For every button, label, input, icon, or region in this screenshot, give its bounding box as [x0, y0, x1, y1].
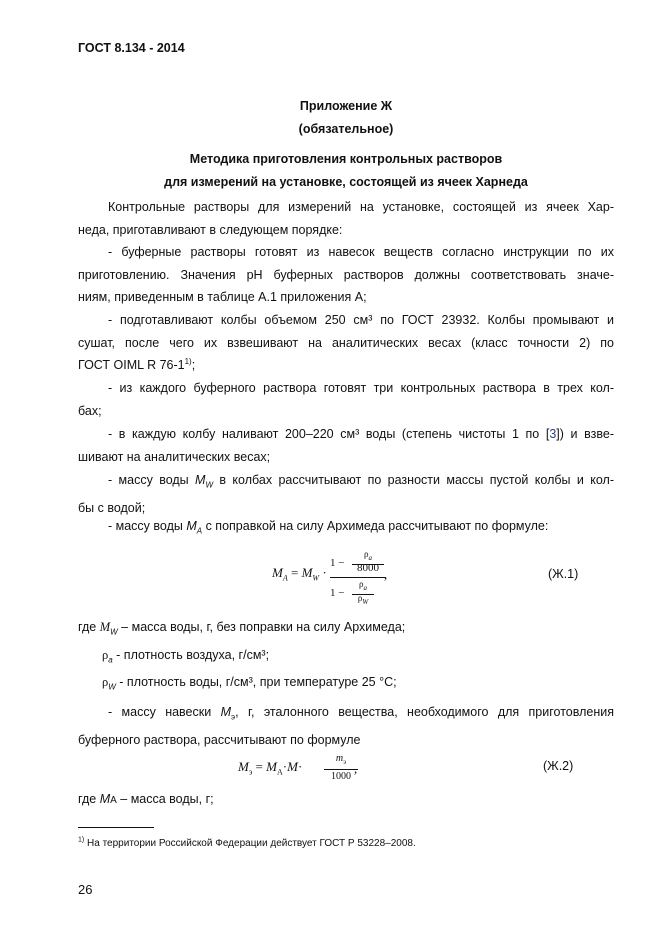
- rho-symbol: ρ: [357, 593, 363, 603]
- symbol-subscript: A: [196, 526, 203, 536]
- equation-comma: ,: [384, 567, 388, 582]
- paragraph-buffer: [78, 241, 614, 309]
- text-segment: с поправкой на силу Архимеда рассчитывают по формуле:: [202, 519, 549, 533]
- text-segment: - массу воды: [108, 519, 187, 533]
- equation-lhs: [272, 565, 327, 583]
- text-line: ниям, приведенным в таблице А.1 приложения А;: [78, 290, 367, 304]
- symbol-subscript: э: [248, 767, 253, 777]
- text-line: [78, 515, 614, 543]
- symbol-subscript: A: [110, 795, 117, 806]
- symbol-subscript: э: [343, 758, 347, 766]
- symbol-subscript: W: [108, 682, 116, 692]
- inner-denominator: [352, 593, 374, 606]
- definition-text: – масса воды, г, без поправки на силу Архимеда;: [117, 620, 406, 634]
- equation-fraction: [324, 752, 358, 784]
- footnote-text: На территории Российской Федерации действует ГОСТ Р 53228–2008.: [84, 838, 416, 849]
- where-rho-air: [102, 648, 269, 665]
- text-segment: ;: [191, 358, 196, 372]
- footnote-marker: 1): [78, 836, 85, 844]
- paragraph-intro: [78, 196, 614, 241]
- rho-symbol: ρ: [102, 675, 109, 689]
- text-line: неда, приготавливают в следующем порядке:: [78, 222, 343, 237]
- appendix-heading-line2: для измерений на установке, состоящей из ячеек Харнеда: [164, 175, 528, 189]
- equation-fraction: [330, 549, 386, 608]
- symbol-subscript: A: [276, 767, 283, 777]
- text-line: бах;: [78, 403, 102, 418]
- text-line: - подготавливают колбы объемом 250 см³ по ГОСТ 23932. Колбы промывают и: [108, 313, 614, 327]
- where-rho-water: [102, 675, 397, 692]
- symbol-m: M: [301, 565, 313, 580]
- text-line: [78, 423, 614, 446]
- symbol-subscript: э: [231, 712, 236, 722]
- equation-comma: ,: [354, 761, 358, 776]
- bibliography-ref[interactable]: 3: [549, 427, 557, 441]
- one-minus: 1 −: [330, 587, 345, 599]
- fraction-denominator: [330, 578, 386, 608]
- text-segment: в колбах рассчитывают по разности массы пустой колбы и кол-: [213, 473, 614, 487]
- paragraph-archimedes: [78, 515, 614, 543]
- text-line: [78, 354, 614, 377]
- paragraph-flasks: [78, 309, 614, 377]
- text-segment: - массу воды: [108, 473, 196, 487]
- equation-number: (Ж.1): [548, 567, 579, 581]
- text-line: шивают на аналитических весах;: [78, 449, 271, 464]
- equation-zh2: [78, 750, 614, 786]
- paragraph-control-solutions: [78, 377, 614, 422]
- symbol-m: M: [287, 759, 298, 774]
- equation-zh1: [78, 545, 614, 611]
- definition-text: – масса воды, г;: [116, 792, 214, 806]
- text-line: [78, 701, 614, 729]
- text-line: - из каждого буферного раствора готовят три контрольных раствора в трех кол-: [108, 381, 614, 395]
- text-segment: ]) и взве-: [556, 427, 614, 441]
- rho-symbol: ρ: [364, 549, 369, 559]
- equals-sign: =: [252, 759, 267, 774]
- symbol-m: M: [195, 473, 206, 487]
- symbol-m: M: [238, 759, 249, 774]
- symbol-subscript: W: [110, 627, 118, 637]
- appendix-title: Приложение Ж: [299, 99, 393, 113]
- rho-symbol: ρ: [359, 579, 364, 589]
- text-segment: - массу навески: [108, 705, 221, 719]
- text-segment: ГОСТ OIML R 76-1: [78, 358, 185, 372]
- symbol-subscript: a: [108, 655, 113, 665]
- text-line: приготовлению. Значения pH буферных растворов должны соответствовать значе-: [78, 267, 614, 282]
- footnote-ref: 1): [184, 356, 192, 366]
- where-prefix: где: [78, 792, 100, 806]
- symbol-subscript: W: [362, 597, 369, 606]
- paragraph-water-fill: [78, 423, 614, 468]
- text-line: бы с водой;: [78, 501, 146, 515]
- text-line: буферного раствора, рассчитывают по формуле: [78, 733, 361, 747]
- equation-number: (Ж.2): [543, 759, 574, 773]
- constant-8000: 8000: [357, 562, 379, 574]
- where-mw: [78, 620, 405, 637]
- text-line: сушат, после чего их взвешивают на аналитических весах (класс точности 2) по: [78, 335, 614, 350]
- symbol-m-small: m: [335, 753, 344, 764]
- symbol-m: M: [220, 705, 232, 719]
- symbol-m: M: [99, 620, 111, 634]
- symbol-subscript: a: [363, 583, 367, 592]
- page-number: 26: [78, 882, 93, 897]
- document-header: ГОСТ 8.134 - 2014: [78, 41, 185, 55]
- symbol-m: M: [266, 759, 277, 774]
- footnote-separator: [78, 827, 154, 828]
- constant-1000: 1000: [331, 771, 351, 782]
- paragraph-reference-mass: [78, 701, 614, 752]
- text-segment: - в каждую колбу наливают 200–220 см³ воды (степень чистоты 1 по [: [108, 427, 550, 441]
- multiply-dot: ·: [319, 565, 327, 580]
- where-ma: [78, 792, 214, 806]
- definition-text: - плотность воздуха, г/см³;: [112, 648, 270, 662]
- symbol-m: M: [272, 565, 283, 580]
- rho-symbol: ρ: [102, 648, 109, 662]
- symbol-m: M: [99, 792, 111, 806]
- fraction-numerator: [330, 549, 386, 578]
- one-minus: 1 −: [330, 557, 345, 569]
- paragraph-water-mass: [78, 469, 614, 520]
- definition-text: - плотность воды, г/см³, при температуре 25 °С;: [115, 675, 397, 689]
- multiply-dot: ·: [282, 759, 288, 774]
- footnote: [78, 838, 416, 849]
- text-line: - буферные растворы готовят из навесок веществ согласно инструкции по их: [108, 245, 614, 259]
- appendix-status: (обязательное): [298, 122, 394, 136]
- equation-lhs: [238, 759, 302, 777]
- appendix-heading-line1: Методика приготовления контрольных растворов: [189, 152, 503, 166]
- text-segment: , г, эталонного вещества, необходимого для приготовления: [235, 705, 614, 719]
- text-line: Контрольные растворы для измерений на установке, состоящей из ячеек Хар-: [108, 200, 614, 214]
- multiply-dot: ·: [297, 759, 303, 774]
- symbol-subscript: W: [312, 573, 320, 583]
- equals-sign: =: [287, 565, 302, 580]
- where-prefix: где: [78, 620, 100, 634]
- symbol-subscript: W: [205, 480, 214, 490]
- fraction-numerator: [324, 752, 358, 770]
- text-line: [78, 469, 614, 497]
- symbol-subscript: a: [368, 553, 372, 562]
- symbol-subscript: A: [282, 573, 288, 583]
- symbol-m: M: [186, 519, 197, 533]
